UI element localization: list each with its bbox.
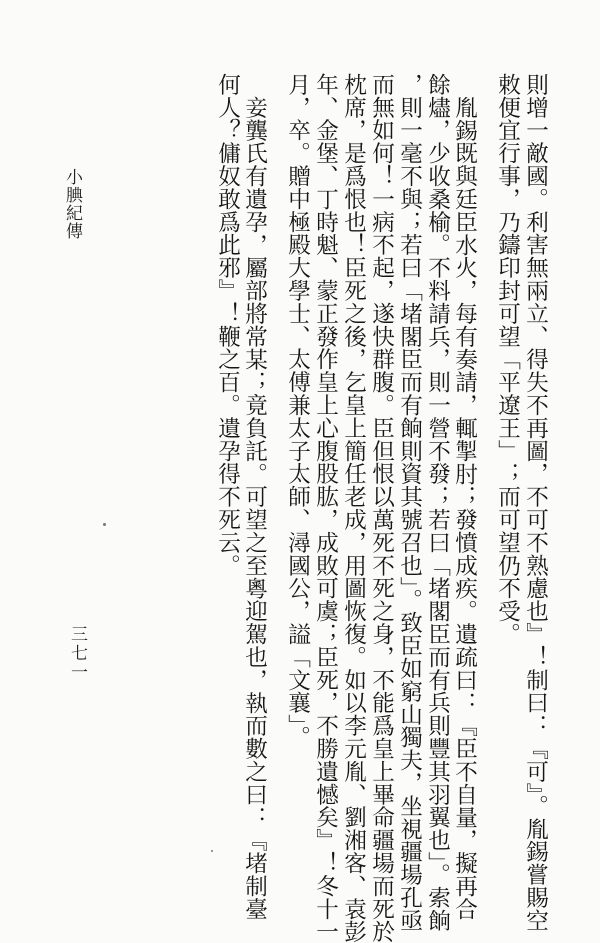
text-column-4: 餘燼，少收桑榆。不料請兵，則一營不發；若曰「堵閣臣而有兵則豐其羽翼也」。索餉 <box>424 73 451 932</box>
text-column-2: 敕便宜行事，乃鑄印封可望「平遼王」；而可望仍不受。 <box>494 73 521 646</box>
text-column-1: 則增一敵國。利害無兩立、得失不再圖，不可不熟慮也』！制曰：『可』。胤錫嘗賜空 <box>522 73 549 932</box>
running-head-title: 小腆紀傳 <box>62 168 82 240</box>
text-column-8: 年、金堡、丁時魁、蒙正發作皇上心腹股肱，成敗可虞；臣死，不勝遺憾矣』！冬十一 <box>312 73 339 943</box>
text-column-6: 而無如何！一病不起，遂快群腹。臣但恨以萬死不死之身，不能爲皇上畢命疆場而死於 <box>368 73 395 943</box>
paper-speck <box>103 523 106 526</box>
text-column-3: 胤錫既與廷臣水火，每有奏請，輒掣肘；發憤成疾。遺疏曰：『臣不自量，擬再合 <box>451 96 478 921</box>
text-column-11: 何人？傭奴敢爲此邪』！鞭之百。遺孕得不死云。 <box>214 73 241 577</box>
paper-speck <box>211 850 213 852</box>
text-column-10: 妾龔氏有遺孕，屬部將常某；竟負託。可望之至粵迎駕也，執而數之曰：『堵制臺 <box>241 96 268 921</box>
text-column-9: 月，卒。贈中極殿大學士、太傅兼太子太師、潯國公，謚「文襄」。 <box>284 73 311 749</box>
text-column-5: ，則一毫不與；若曰「堵閣臣而有餉則資其號召也」。致臣如窮山獨夫，坐視疆場孔亟 <box>396 73 423 932</box>
text-column-7: 枕席，是爲恨也！臣死之後，乞皇上簡任老成，用圖恢復。如以李元胤、劉湘客、袁彭 <box>340 73 367 943</box>
page-number: 三七一 <box>67 625 87 682</box>
